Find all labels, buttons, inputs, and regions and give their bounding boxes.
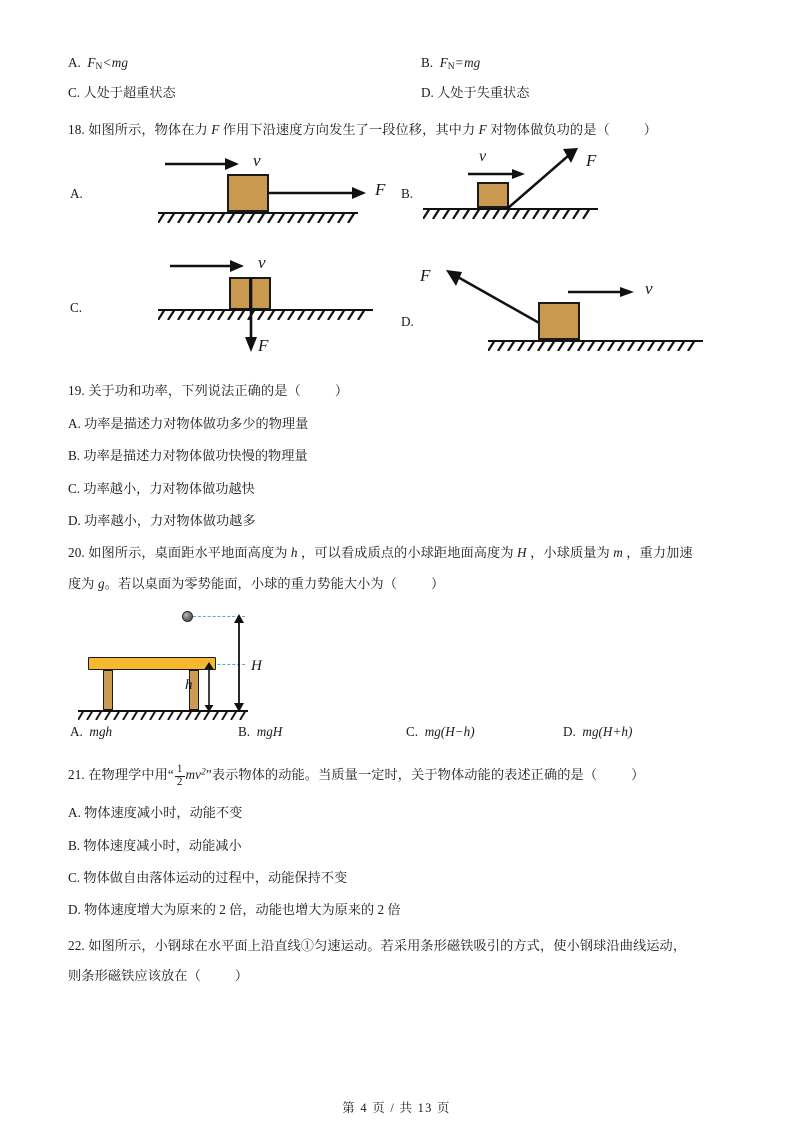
q21-stem-exponent: 2 — [201, 766, 206, 777]
q20-h-label: h — [185, 677, 193, 693]
q17-option-a-expr: FN — [87, 55, 103, 73]
q18-a-velocity-label: v — [253, 151, 261, 171]
q18-d-ground-hatch — [488, 340, 703, 351]
q20-option-a — [70, 724, 112, 740]
q19-option-c-label: C. — [68, 480, 81, 496]
q20-option-b-label: B. — [238, 724, 251, 739]
q18-a-block — [227, 174, 269, 212]
q18-stem-var-f1: F — [211, 122, 220, 137]
q17-option-b-expr: FN — [439, 55, 455, 73]
q21-option-c-text: 物体做自由落体运动的过程中，动能保持不变 — [83, 870, 348, 886]
q21-stem — [68, 764, 748, 788]
q19-option-b — [68, 445, 748, 466]
q21-option-c — [68, 867, 748, 888]
q19-option-c — [68, 478, 748, 499]
q18-b-velocity-label: v — [479, 148, 487, 166]
q21-option-b-text: 物体速度减小时，动能减小 — [83, 837, 242, 853]
q20-H-dimension-arrow — [232, 614, 246, 712]
q21-option-b — [68, 835, 748, 856]
q18-c-force-label: F — [258, 336, 269, 356]
q17-option-d-label: D. — [421, 85, 434, 100]
q20-stem-text-6: 。若以桌面为零势能面，小球的重力势能大小为（ — [104, 575, 398, 591]
q18-stem-text-2: 作用下沿速度方向发生了一段位移，其中力 — [222, 122, 476, 137]
q18-number: 18. — [68, 122, 85, 137]
q20-option-a-label: A. — [70, 724, 83, 739]
q22-stem-line2 — [68, 965, 748, 986]
q17-option-row-ab — [68, 52, 748, 82]
q17-option-d-text: 人处于失重状态 — [437, 85, 530, 100]
q22-stem-text-1: 如图所示，小钢球在水平面上沿直线①匀速运动。若采用条形磁铁吸引的方式，使小钢球沿曲线运动， — [88, 937, 687, 953]
q18-b-force-label: F — [586, 151, 597, 171]
q20-option-b — [238, 724, 282, 740]
q19-option-d-label: D. — [68, 512, 81, 528]
q20-table-leg-left — [103, 670, 113, 710]
q20-ball — [182, 611, 193, 622]
q17-option-a-rhs: mg — [111, 55, 128, 70]
q17-option-b-operator: = — [455, 55, 464, 70]
q17-option-row-cd — [68, 82, 748, 115]
q20-option-c-expr: mg(H−h) — [424, 724, 475, 739]
q20-stem-var-H: H — [517, 545, 527, 561]
q20-H-label: H — [251, 658, 262, 674]
q18-option-c-label: C. — [70, 300, 83, 316]
q17-option-a — [68, 52, 128, 75]
q19-stem-close: ） — [334, 383, 349, 399]
q18-figure-row-2 — [68, 252, 748, 374]
q21-fraction-numerator: 1 — [176, 763, 183, 776]
q17-option-d — [421, 82, 529, 103]
q21-option-a-text: 物体速度减小时，动能不变 — [84, 805, 243, 821]
q18-option-b-label: B. — [401, 186, 414, 202]
q22-stem-close: ） — [234, 968, 249, 984]
q20-option-b-expr: mgH — [256, 724, 283, 739]
q19-stem — [68, 380, 748, 401]
q20-option-c-label: C. — [406, 724, 419, 739]
q18-a-force-arrow — [267, 184, 371, 202]
q18-stem-var-f2: F — [478, 122, 487, 137]
q18-d-velocity-label: v — [645, 279, 653, 299]
q22-stem-text-2: 则条形磁铁应该放在（ — [68, 968, 201, 984]
q19-option-b-text: 功率是描述力对物体做功快慢的物理量 — [83, 448, 308, 464]
q18-a-velocity-arrow — [163, 155, 248, 173]
q21-stem-text-1: 在物理学中用“ — [88, 767, 174, 782]
q20-stem-text-1: 如图所示，桌面距水平地面高度为 — [88, 545, 288, 561]
q19-option-b-label: B. — [68, 448, 81, 464]
q20-stem-line2 — [68, 573, 748, 594]
q20-figure — [68, 600, 748, 722]
q20-stem-text-4: ，重力加速 — [626, 545, 693, 561]
q20-ground-hatch — [78, 710, 248, 721]
q22-number: 22. — [68, 937, 85, 953]
q20-option-a-expr: mgh — [89, 724, 113, 739]
q17-option-a-operator: < — [103, 55, 111, 70]
q20-stem-text-2: ，可以看成质点的小球距地面高度为 — [301, 545, 514, 561]
q18-b-force-arrow — [506, 146, 586, 212]
q21-option-d-text: 物体速度增大为原来的 2 倍，动能也增大为原来的 2 倍 — [84, 902, 401, 918]
q19-option-a-text: 功率是描述力对物体做功多少的物理量 — [84, 415, 309, 431]
q21-option-a-label: A. — [68, 805, 81, 821]
q21-option-d-label: D. — [68, 902, 81, 918]
q18-stem — [68, 119, 748, 140]
q20-number: 20. — [68, 545, 85, 561]
q21-stem-text-2: ”表示物体的动能。当质量一定时，关于物体动能的表述正确的是（ — [205, 767, 598, 782]
q17-option-c-text: 人处于超重状态 — [83, 85, 176, 100]
q19-option-c-text: 功率越小，力对物体做功越快 — [83, 480, 255, 496]
q17-option-c — [68, 82, 176, 103]
q18-option-a-label: A. — [70, 186, 83, 202]
q21-stem-mv: mv — [185, 767, 202, 782]
q18-b-block — [477, 182, 509, 208]
q18-c-velocity-arrow — [168, 257, 253, 275]
q19-option-a-label: A. — [68, 415, 81, 431]
q18-d-force-arrow — [438, 266, 548, 328]
q19-option-a — [68, 413, 748, 434]
q19-number: 19. — [68, 383, 85, 399]
q21-number: 21. — [68, 767, 85, 782]
q19-option-d-text: 功率越小，力对物体做功越多 — [84, 512, 256, 528]
q17-option-c-label: C. — [68, 85, 81, 100]
q18-d-block — [538, 302, 580, 340]
q20-stem-var-g: g — [97, 575, 105, 591]
q18-a-force-label: F — [375, 180, 386, 200]
q20-option-d-label: D. — [563, 724, 576, 739]
q17-option-a-label: A. — [68, 55, 81, 70]
q20-option-d — [563, 724, 632, 740]
q20-stem-var-m: m — [613, 545, 623, 561]
q18-option-d-label: D. — [401, 314, 414, 330]
q21-stem-close: ） — [631, 767, 645, 782]
q20-stem-var-h: h — [290, 545, 298, 561]
q18-d-velocity-arrow — [568, 284, 640, 300]
q22-stem-line1 — [68, 935, 748, 956]
q21-option-d — [68, 899, 748, 920]
q17-option-b-rhs: mg — [464, 55, 481, 70]
q20-option-d-expr: mg(H+h) — [582, 724, 633, 739]
q18-stem-text-1: 如图所示，物体在力 — [88, 122, 208, 137]
q18-stem-text-3: 对物体做负功的是（ — [490, 122, 610, 137]
q20-stem-line1 — [68, 542, 748, 563]
q18-a-ground-hatch — [158, 212, 358, 223]
q20-tabletop — [88, 657, 216, 670]
q20-stem-close: ） — [431, 575, 445, 591]
q17-option-b — [421, 52, 480, 75]
q20-option-row — [68, 724, 748, 748]
q20-option-c — [406, 724, 475, 740]
q21-fraction-denominator: 2 — [176, 775, 183, 788]
q20-stem-text-5: 度为 — [68, 575, 95, 591]
page-footer: 第 4 页 / 共 13 页 — [342, 1101, 451, 1115]
q18-d-force-label: F — [420, 266, 431, 286]
q21-option-c-label: C. — [68, 870, 81, 886]
q19-stem-text: 关于功和功率，下列说法正确的是（ — [88, 383, 301, 399]
q21-option-a — [68, 802, 748, 823]
q21-fraction-half — [175, 764, 185, 788]
q20-stem-text-3: ，小球质量为 — [530, 545, 610, 561]
q21-option-b-label: B. — [68, 837, 81, 853]
q18-c-ground-hatch — [158, 309, 373, 320]
q17-option-b-label: B. — [421, 55, 434, 70]
q20-h-dimension-arrow — [202, 662, 216, 712]
q18-figure-row-1 — [68, 140, 748, 252]
q18-stem-text-4: ） — [643, 122, 658, 137]
q18-b-ground-hatch — [423, 208, 598, 219]
q19-option-d — [68, 510, 748, 531]
q18-c-velocity-label: v — [258, 253, 266, 273]
